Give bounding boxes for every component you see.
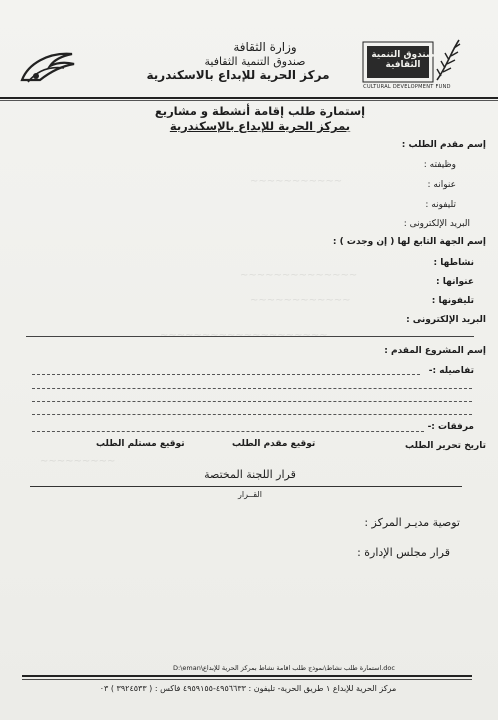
show-through: ~~~~~~~~~~~ <box>250 176 343 187</box>
fund-name: صندوق التنمية الثقافية <box>204 55 306 68</box>
applicant-job-label: وظيفته : <box>423 160 456 170</box>
committee-divider <box>30 486 462 487</box>
decision-heading: القــرار <box>238 490 262 499</box>
header-divider-thin <box>0 100 498 101</box>
entity-name-label: إسم الجهة التابع لها ( إن وجدت ) : <box>332 237 486 247</box>
header-divider <box>0 97 498 99</box>
entity-activity-label: نشاطها : <box>433 258 474 268</box>
show-through: ~~~~~~~~~ <box>40 456 116 467</box>
footer-divider <box>22 675 472 677</box>
attachments-label: مرفقات :- <box>427 422 474 432</box>
freedom-center-logo <box>14 42 84 90</box>
fund-name-en: CULTURAL DEVELOPMENT FUND <box>363 84 451 90</box>
file-path: D:\eman\استمارة طلب نشاط\نموذج طلب اقامة نشاط بمركز الحرية للإبداع.doc <box>173 664 395 672</box>
details-line <box>32 374 420 375</box>
ministry-name: وزارة الثقافة <box>233 40 297 54</box>
footer-address: مركز الحرية للإبداع ١ طريق الحرية- تليفون : ٤٩٥٦٦٣٣-٤٩٥٩١٥٥ فاكس : ( ٣٩٢٤٥٣٣ ) ٠٣ <box>99 684 397 693</box>
form-title-line2: بمركز الحرية للإبداع بالإسكندرية <box>169 119 351 133</box>
section-divider <box>26 336 474 337</box>
applicant-phone-label: تليفونه : <box>425 200 456 210</box>
entity-email-label: البريد الإلكترونى : <box>406 315 486 325</box>
attachments-line <box>32 431 424 432</box>
request-date-label: تاريخ تحرير الطلب <box>405 441 486 451</box>
project-details-label: تفاصيله :- <box>428 366 474 376</box>
applicant-name-label: إسم مقدم الطلب : <box>401 140 486 150</box>
details-line <box>32 388 472 389</box>
show-through: ~~~~~~~~~~~~ <box>250 295 351 306</box>
applicant-email-label: البريد الإلكترونى : <box>403 219 470 229</box>
details-line <box>32 414 472 415</box>
board-decision-label: قرار مجلس الإدارة : <box>357 546 450 559</box>
applicant-address-label: عنوانه : <box>427 180 456 190</box>
entity-phone-label: تليفونها : <box>431 296 474 306</box>
director-recommendation-label: توصية مديـر المركز : <box>364 516 460 529</box>
show-through: ~~~~~~~~~~~~~~~~~~~~ <box>160 330 328 341</box>
form-title-line1: إستمارة طلب إقامة أنشطة و مشاريع <box>154 104 366 118</box>
show-through: ~~~~~~~~~~~~~~ <box>240 270 358 281</box>
receiver-signature-label: توقيع مستلم الطلب <box>96 439 185 449</box>
fund-logo-text: صندوق التنمية الثقافية <box>371 50 435 70</box>
committee-title: قرار اللجنة المختصة <box>204 468 296 481</box>
form-title <box>140 104 380 134</box>
entity-address-label: عنوانها : <box>436 277 474 287</box>
footer-divider-thin <box>22 679 472 680</box>
details-line <box>32 401 472 402</box>
applicant-signature-label: توقيع مقدم الطلب <box>232 439 316 449</box>
center-name: مركز الحرية للإبداع بالاسكندرية <box>146 68 330 82</box>
project-name-label: إسم المشروع المقدم : <box>384 346 486 356</box>
